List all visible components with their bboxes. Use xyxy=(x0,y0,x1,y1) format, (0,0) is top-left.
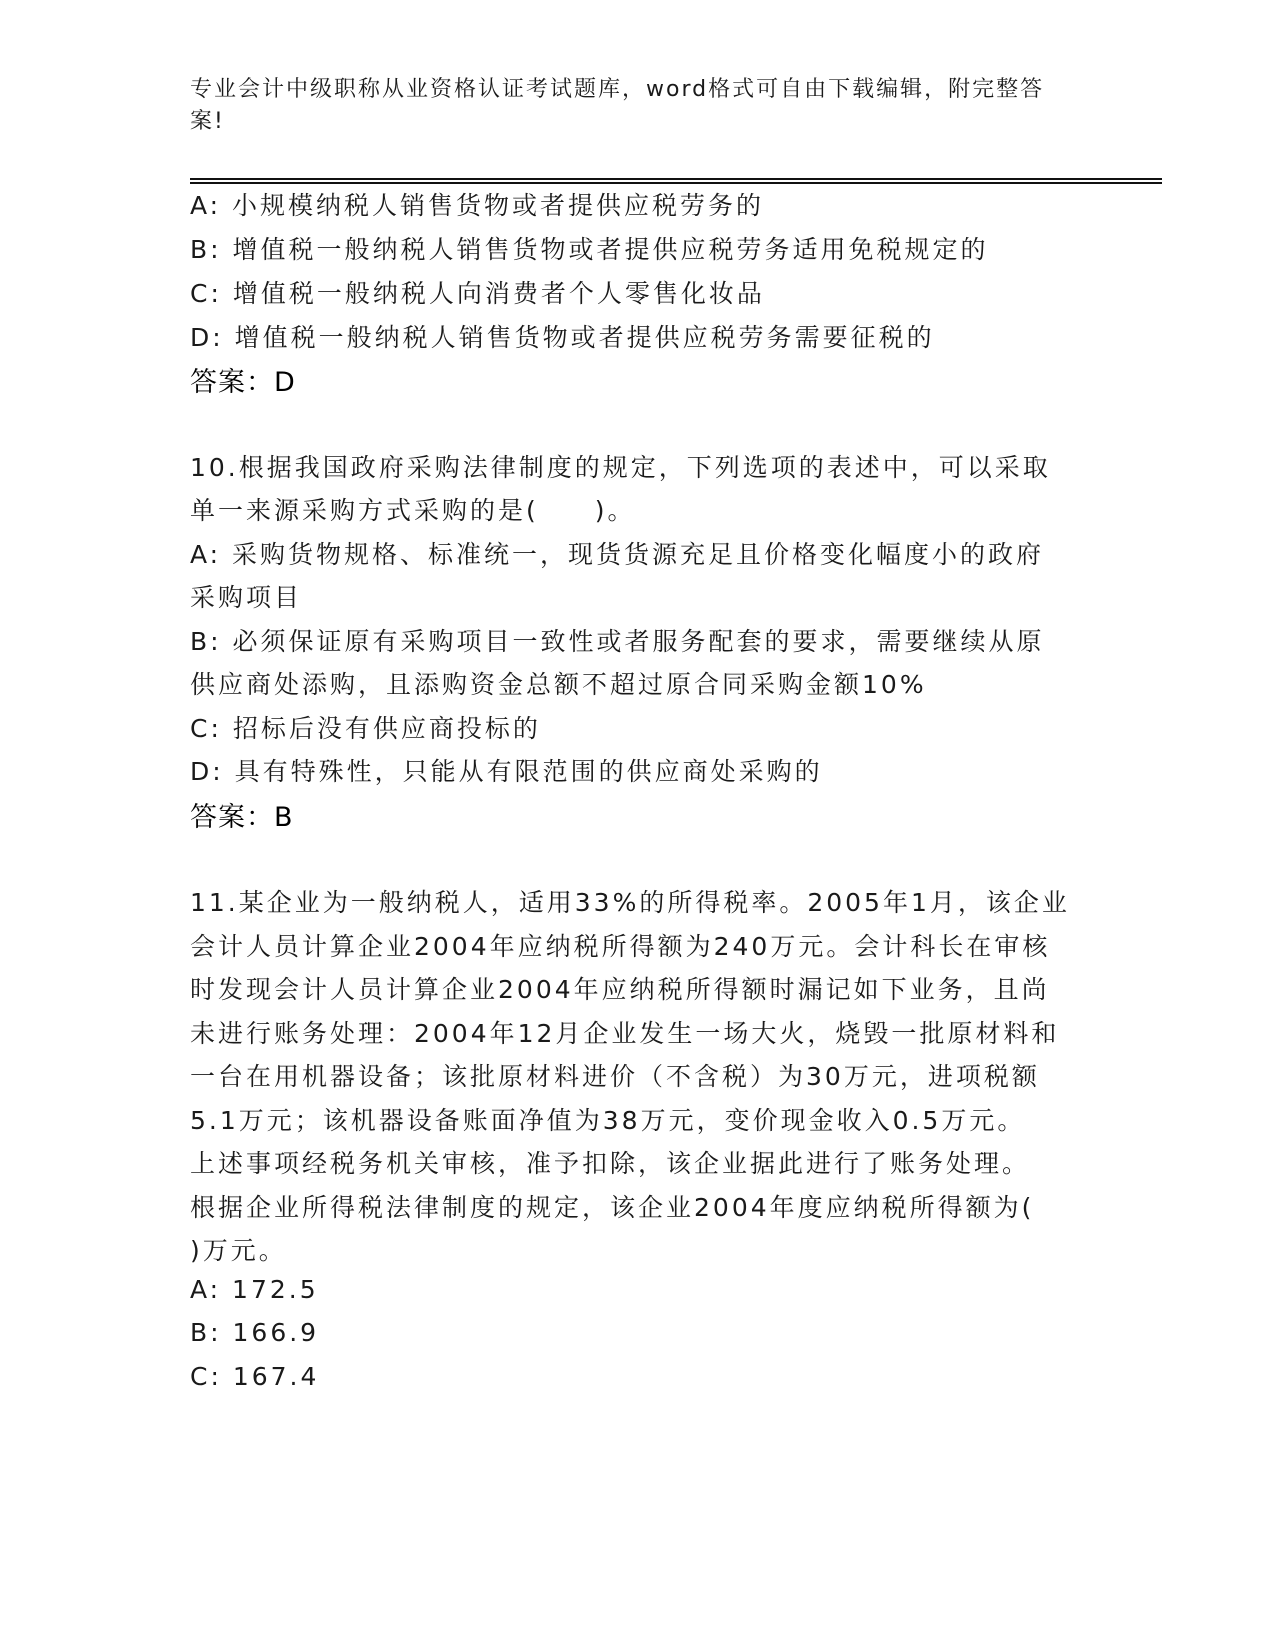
q10-answer: 答案：B xyxy=(190,802,294,833)
q9-option-d: D: 增值税一般纳税人销售货物或者提供应税劳务需要征税的 xyxy=(190,323,935,352)
q11-stem-line-2: 会计人员计算企业2004年应纳税所得额为240万元。会计科长在审核 xyxy=(190,932,1051,961)
page-header xyxy=(190,74,1070,138)
q11-stem-line-9: )万元。 xyxy=(190,1236,287,1265)
q11-option-b: B: 166.9 xyxy=(190,1318,320,1347)
q11-stem-line-6: 5.1万元；该机器设备账面净值为38万元，变价现金收入0.5万元。 xyxy=(190,1106,1026,1135)
q9-option-c: C: 增值税一般纳税人向消费者个人零售化妆品 xyxy=(190,279,765,308)
q11-option-c: C: 167.4 xyxy=(190,1362,320,1391)
header-divider xyxy=(190,178,1162,183)
q9-option-a: A: 小规模纳税人销售货物或者提供应税劳务的 xyxy=(190,191,765,220)
q10-stem-line-1: 10.根据我国政府采购法律制度的规定，下列选项的表述中，可以采取 xyxy=(190,453,1051,482)
q10-stem-line-2: 单一来源采购方式采购的是( )。 xyxy=(190,496,636,525)
q10-option-a-line-1: A: 采购货物规格、标准统一，现货货源充足且价格变化幅度小的政府 xyxy=(190,540,1045,569)
q10-option-b-line-2: 供应商处添购，且添购资金总额不超过原合同采购金额10% xyxy=(190,670,927,699)
q11-stem-line-4: 未进行账务处理：2004年12月企业发生一场大火，烧毁一批原材料和 xyxy=(190,1019,1060,1048)
q9-option-b: B: 增值税一般纳税人销售货物或者提供应税劳务适用免税规定的 xyxy=(190,235,989,264)
q10-option-c: C: 招标后没有供应商投标的 xyxy=(190,714,541,743)
header-line-2: 案! xyxy=(190,109,225,134)
q11-stem-line-5: 一台在用机器设备；该批原材料进价（不含税）为30万元，进项税额 xyxy=(190,1062,1040,1091)
q10-option-a-line-2: 采购项目 xyxy=(190,583,303,612)
q11-stem-line-3: 时发现会计人员计算企业2004年应纳税所得额时漏记如下业务，且尚 xyxy=(190,975,1050,1004)
q11-stem-line-7: 上述事项经税务机关审核，准予扣除，该企业据此进行了账务处理。 xyxy=(190,1149,1031,1178)
q11-option-a: A: 172.5 xyxy=(190,1275,319,1304)
q10-option-b-line-1: B: 必须保证原有采购项目一致性或者服务配套的要求，需要继续从原 xyxy=(190,627,1045,656)
q10-option-d: D: 具有特殊性，只能从有限范围的供应商处采购的 xyxy=(190,757,823,786)
q9-answer: 答案：D xyxy=(190,367,296,398)
q11-stem-line-1: 11.某企业为一般纳税人，适用33%的所得税率。2005年1月，该企业 xyxy=(190,888,1070,917)
header-line-1: 专业会计中级职称从业资格认证考试题库，word格式可自由下载编辑，附完整答 xyxy=(190,77,1045,102)
q11-stem-line-8: 根据企业所得税法律制度的规定，该企业2004年度应纳税所得额为( xyxy=(190,1193,1035,1222)
